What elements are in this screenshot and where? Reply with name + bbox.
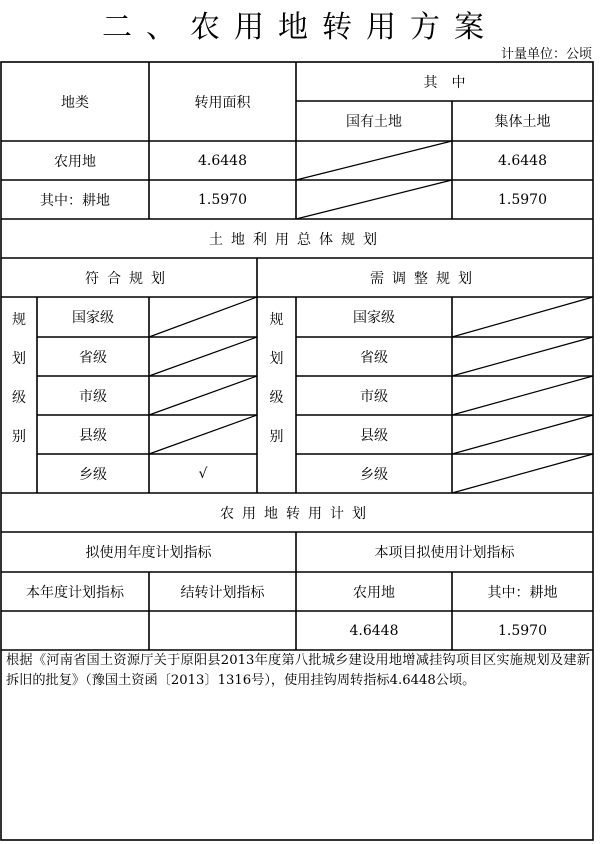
header-state-land: 国有土地 [346, 114, 402, 130]
level-label-char: 划 [12, 350, 26, 367]
conform-level-national: 国家级 [72, 310, 114, 326]
farmland-plan-title: 农用地转用计划 [220, 505, 374, 522]
page-title: 二、农用地转用方案 [102, 10, 498, 45]
row-farmland-area: 4.6448 [198, 152, 247, 169]
conform-level-county: 县级 [79, 427, 107, 444]
level-label-left [1, 299, 37, 455]
header-of-which: 其 中 [423, 74, 466, 91]
adjust-plan-header: 需调整规划 [370, 270, 480, 287]
township-conform-checkmark: √ [198, 465, 208, 482]
level-label-char: 划 [269, 350, 284, 367]
plan-cultivated-header: 其中：耕地 [487, 584, 558, 601]
conform-level-township: 乡级 [79, 466, 107, 483]
level-label-char: 级 [12, 389, 26, 406]
header-land-type: 地类 [61, 94, 89, 111]
project-proposed-header: 本项目拟使用计划指标 [374, 545, 515, 561]
carryover-header: 结转计划指标 [180, 584, 265, 601]
row-cultivated-collective: 1.5970 [498, 191, 547, 208]
row-farmland-label: 农用地 [54, 153, 96, 170]
current-year-header: 本年度计划指标 [26, 584, 124, 601]
level-label-char: 别 [12, 428, 26, 445]
level-label-right [257, 299, 296, 455]
row-cultivated-label: 其中：耕地 [40, 192, 110, 209]
adjust-level-national: 国家级 [353, 310, 395, 326]
level-label-char: 规 [12, 311, 26, 328]
level-label-char: 规 [269, 311, 284, 328]
level-label-char: 级 [269, 389, 284, 406]
conform-level-city: 市级 [79, 388, 107, 405]
level-label-char: 别 [269, 428, 284, 445]
adjust-level-province: 省级 [360, 349, 388, 366]
header-collective-land: 集体土地 [494, 114, 551, 130]
plan-cultivated-value: 1.5970 [498, 622, 547, 639]
unit-label: 计量单位：公顷 [500, 47, 592, 62]
plan-farmland-header: 农用地 [353, 584, 395, 601]
adjust-level-township: 乡级 [360, 466, 388, 483]
conform-level-province: 省级 [79, 349, 107, 366]
adjust-level-county: 县级 [360, 427, 388, 444]
adjust-level-city: 市级 [360, 388, 388, 405]
row-farmland-collective: 4.6448 [498, 152, 547, 169]
proposed-annual-header: 拟使用年度计划指标 [85, 545, 212, 561]
plan-farmland-value: 4.6448 [349, 622, 399, 639]
header-converted-area: 转用面积 [194, 94, 251, 111]
overall-plan-title: 土地利用总体规划 [209, 231, 385, 248]
approval-note: 根据《河南省国土资源厅关于原阳县2013年度第八批城乡建设用地增减挂钩项目区实施规划及建新拆旧的批复》（豫国土资函〔2013〕1316号），使用挂钩周转指标4.6448公顷。 [6, 653, 590, 688]
row-cultivated-area: 1.5970 [198, 191, 247, 208]
conform-plan-header: 符合规划 [85, 270, 173, 287]
